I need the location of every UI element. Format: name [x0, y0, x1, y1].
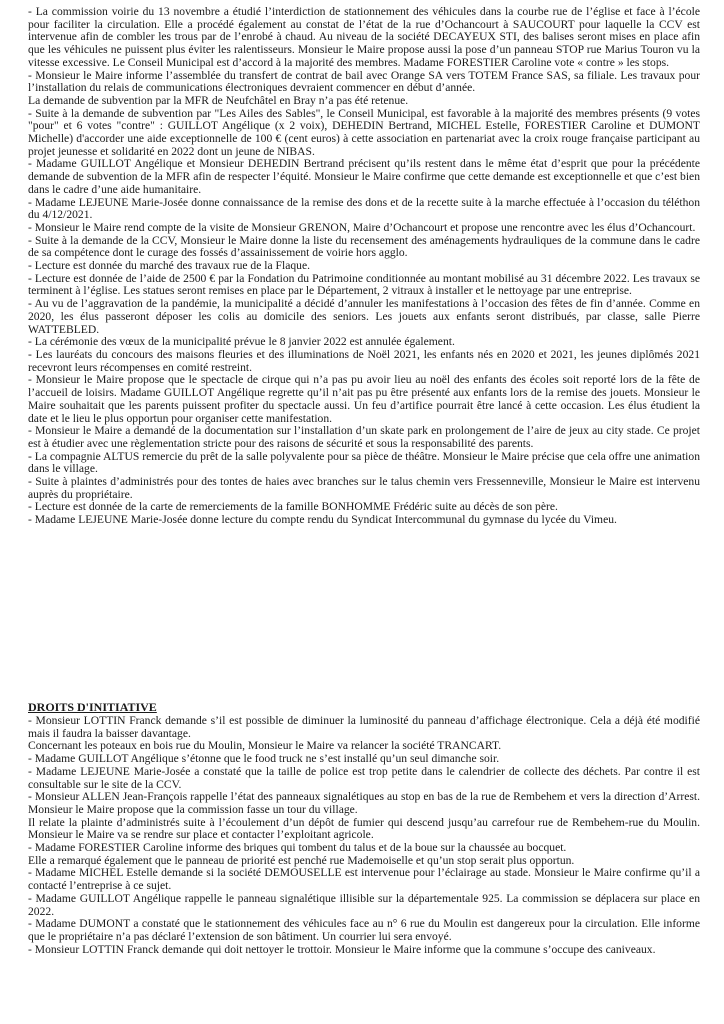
- paragraph-trottoir: - Monsieur LOTTIN Franck demande qui doit nettoyer le trottoir. Monsieur le Maire informe que la commune s’occupe des caniveaux.: [28, 942, 656, 956]
- paragraph-marche-travaux: - Lecture est donnée du marché des travaux rue de la Flaque.: [28, 259, 310, 273]
- paragraph-stationnement-moulin: - Madame DUMONT a constaté que le stationnement des véhicules face au n° 6 rue du Moulin est dangereux pour la circulation. Elle informe que le propriétaire n’a pas déclaré l’extension de son bâtiment. Un courrier lui sera envoyé.: [28, 917, 700, 943]
- paragraph-guillot-dehedin: - Madame GUILLOT Angélique et Monsieur DEHEDIN Bertrand précisent qu’ils restent dans le même état d’esprit que pour la précédente demande de subvention de la MFR afin de respecter l’équité. Monsieur le Maire confirme que cette demande est exceptionnelle et que c’est bien dans le cadre d’une aide humanitaire.: [28, 157, 700, 196]
- paragraph-eclairage-stade: - Madame MICHEL Estelle demande si la société DEMOUSELLE est intervenue pour l’éclairage au stade. Monsieur le Maire confirme qu’il a contacté l’entreprise à ce sujet.: [28, 866, 700, 893]
- paragraph-syndicat-gymnase: - Madame LEJEUNE Marie-Josée donne lecture du compte rendu du Syndicat Intercommunal du gymnase du lycée du Vimeu.: [28, 513, 617, 527]
- paragraph-luminosite-panneau: - Monsieur LOTTIN Franck demande s’il est possible de diminuer la luminosité du panneau d’affichage électronique. Cela a déjà été modifié mais il faudra la baisser davantage.: [28, 714, 700, 740]
- paragraph-spectacle-cirque: - Monsieur le Maire propose que le spectacle de cirque qui n’a pas pu avoir lieu au noël des enfants des écoles soit reporté lors de la fête de l’accueil de loisirs. Madame GUILLOT Angélique regrette qu’il n’ait pas pu être présenté aux enfants lors de la remise des jouets. Monsieur le Maire souhaitait que les parents puissent profiter du spectacle aussi. Un feu d’artifice pourrait être lancé à cette occasion. Les élus étudient la date et le lieu le plus opportun pour organiser cette manifestation.: [28, 373, 700, 425]
- paragraph-poteaux-bois: Concernant les poteaux en bois rue du Moulin, Monsieur le Maire va relancer la société TRANCART.: [28, 739, 502, 753]
- paragraph-food-truck: - Madame GUILLOT Angélique s’étonne que le food truck ne s’est installé qu’un seul dimanche soir.: [28, 752, 500, 766]
- section-heading: DROITS D'INITIATIVE: [28, 700, 157, 714]
- paragraph-laureats: - Les lauréats du concours des maisons fleuries et des illuminations de Noël 2021, les enfants nés en 2020 et 2021, les jeunes diplômés 2021 recevront leurs récompenses en comité restreint.: [28, 347, 700, 374]
- paragraph-amenagements-hydrauliques: - Suite à la demande de la CCV, Monsieur le Maire donne la liste du recensement des aménagements hydrauliques de la commune dans le cadre de sa compétence dont le curage des fossés d’assainissement de voirie hors agglo.: [28, 233, 700, 260]
- paragraph-skate-park: - Monsieur le Maire a demandé de la documentation sur l’installation d’un skate park en prolongement de l’aire de jeux au city stade. Ce projet est à étudier avec une règlementation stricte pour des raisons de sécurité et sous la responsabilité des parents.: [28, 424, 700, 450]
- paragraph-briques-bocquet: - Madame FORESTIER Caroline informe des briques qui tombent du talus et de la boue sur la chaussée au bocquet.: [28, 841, 567, 855]
- paragraph-remerciements: - Lecture est donnée de la carte de remerciements de la famille BONHOMME Frédéric suite au décès de son père.: [28, 500, 558, 514]
- paragraph-telethon: - Madame LEJEUNE Marie-Josée donne connaissance de la remise des dons et de la recette suite à la marche effectuée à l’occasion du téléthon du 4/12/2021.: [28, 195, 700, 222]
- paragraph-commission-voirie: - La commission voirie du 13 novembre a étudié l’interdiction de stationnement des véhicules dans la courbe rue de l’église et face à l’école pour faciliter la circulation. Elle a procédé également au constat de l’état de la rue d’Ochancourt à SAUCOURT pour laquelle la CCV est intervenue afin de combler les trous par de l’enrobé à chaud. Au niveau de la société DECAYEUX STI, des balises seront mises en place afin que les véhicules ne puissent plus éviter les ralentisseurs. Monsieur le Maire propose aussi la pose d’un panneau STOP rue Marius Touron vu la vitesse excessive. Le Conseil Municipal est d’accord à la majorité des membres. Madame FORESTIER Caroline vote « contre » les stops.: [28, 5, 700, 69]
- paragraph-panneaux-rembehem: - Monsieur ALLEN Jean-François rappelle l’état des panneaux signalétiques au stop en bas de la rue de Rembehem et vers la direction d’Arrest. Monsieur le Maire propose que la commission fasse un tour du village.: [28, 790, 700, 816]
- paragraph-orange-totem: - Monsieur le Maire informe l’assemblée du transfert de contrat de bail avec Orange SA vers TOTEM France SAS, sa filiale. Les travaux pour l’installation du relais de communications électroniques devraient commencer en début d’année.: [28, 68, 700, 95]
- paragraph-tontes-haies: - Suite à plaintes d’administrés pour des tontes de haies avec branches sur le talus chemin vers Fressenneville, Monsieur le Maire est intervenu auprès du propriétaire.: [28, 475, 700, 501]
- paragraph-ailes-des-sables: - Suite à la demande de subvention par "Les Ailes des Sables", le Conseil Municipal, est favorable à la majorité des membres présents (9 votes "pour" et 6 votes "contre" : GUILLOT Angélique (x 2 voix), DEHEDIN Bertrand, MICHEL Estelle, FORESTIER Caroline et DUMONT Michelle) d'accorder une aide exceptionnelle de 100 € (cent euros) à cette association en partenariat avec la croix rouge française participant au projet jeunesse et solidarité en 2022 dont un jeune de NIBAS.: [28, 106, 700, 158]
- paragraph-fumier: Il relate la plainte d’administrés suite à l’écoulement d’un dépôt de fumier qui descend jusqu’au carrefour rue de Rembehem-rue du Moulin. Monsieur le Maire va se rendre sur place et contacter l’exploitant agricole.: [28, 815, 700, 842]
- paragraph-calendrier-collecte: - Madame LEJEUNE Marie-Josée a constaté que la taille de police est trop petite dans le calendrier de collecte des déchets. Par contre il est consultable sur le site de la CCV.: [28, 764, 700, 791]
- paragraph-departementale-925: - Madame GUILLOT Angélique rappelle le panneau signalétique illisible sur la départementale 925. La commission se déplacera sur place en 2022.: [28, 891, 700, 918]
- minutes-section: [28, 6, 700, 527]
- paragraph-ceremonie-voeux: - La cérémonie des vœux de la municipalité prévue le 8 janvier 2022 est annulée également.: [28, 335, 455, 349]
- paragraph-mfr-subvention: La demande de subvention par la MFR de Neufchâtel en Bray n’a pas été retenue.: [28, 93, 409, 107]
- paragraph-pandemie: - Au vu de l’aggravation de la pandémie, la municipalité a décidé d’annuler les manifestations à l’occasion des fêtes de fin d’année. Comme en 2020, les élus passeront déposer les colis au domicile des seniors. Les jouets aux enfants seront distribués, par classe, salle Pierre WATTEBLED.: [28, 297, 700, 336]
- paragraph-altus: - La compagnie ALTUS remercie du prêt de la salle polyvalente pour sa pièce de théâtre. Monsieur le Maire précise que cela offre une animation dans le village.: [28, 449, 700, 476]
- paragraph-visite-grenon: - Monsieur le Maire rend compte de la visite de Monsieur GRENON, Maire d’Ochancourt et propose une rencontre avec les élus d’Ochancourt.: [28, 220, 696, 234]
- paragraph-panneau-priorite: Elle a remarqué également que le panneau de priorité est penché rue Mademoiselle et qu’un stop serait plus opportun.: [28, 853, 575, 867]
- paragraph-fondation-patrimoine: - Lecture est donnée de l’aide de 2500 € par la Fondation du Patrimoine conditionnée au montant mobilisé au 31 décembre 2022. Les travaux se terminent à l’église. Les statues seront remises en place par le Département, 2 vitraux à installer et le nettoyage par une entreprise.: [28, 271, 700, 298]
- droits-initiative-section: [28, 701, 700, 956]
